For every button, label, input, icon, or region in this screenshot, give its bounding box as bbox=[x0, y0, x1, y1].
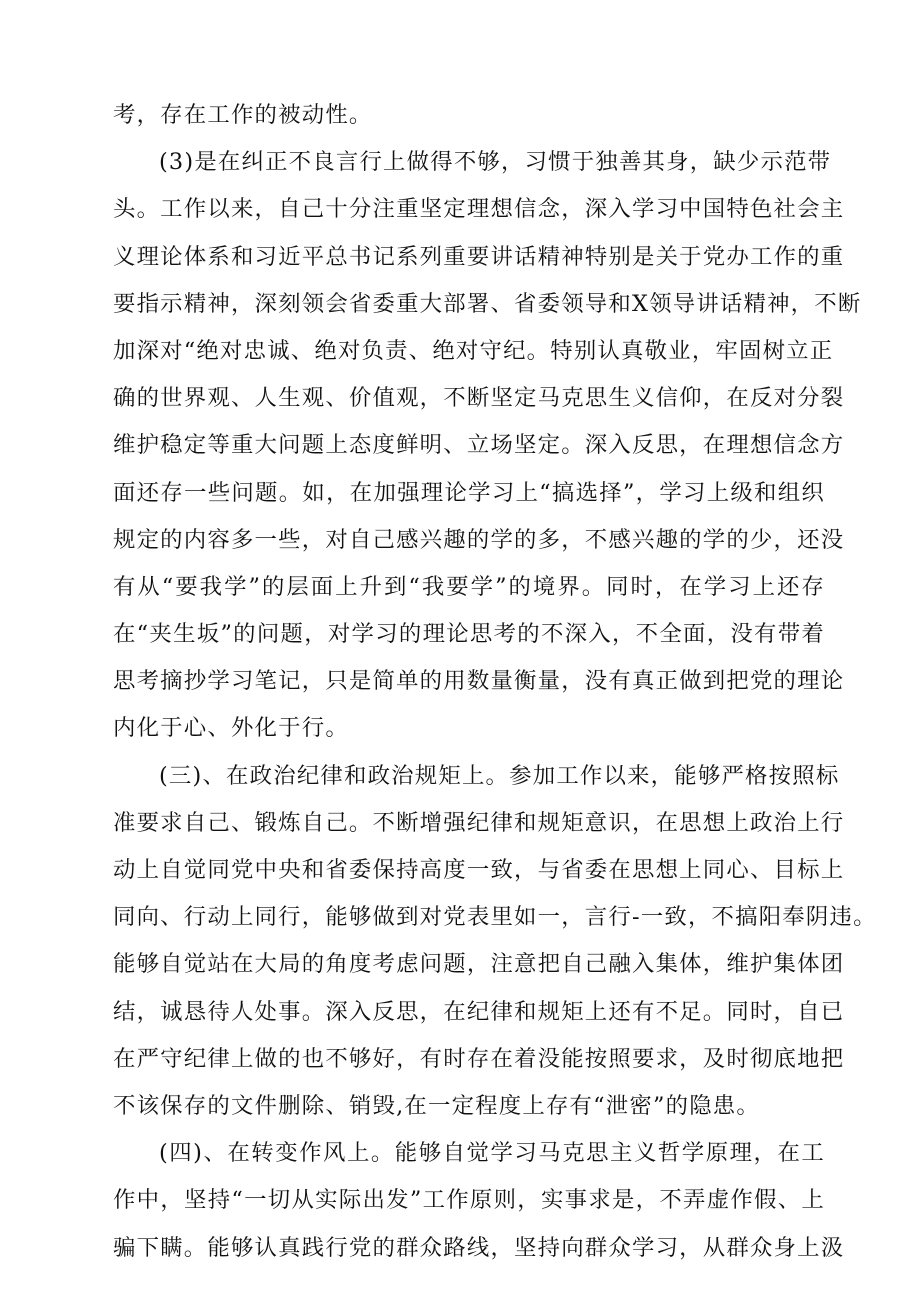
text-line: 不该保存的文件删除、销毁,在一定程度上存有“泄密”的隐患。 bbox=[113, 1092, 760, 1119]
text-line: 维护稳定等重大问题上态度鲜明、立场坚定。深入反思，在理想信念方 bbox=[113, 432, 845, 459]
text-line: 能够自觉站在大局的角度考虑问题，注意把自己融入集体，维护集体团 bbox=[113, 951, 845, 978]
text-line: 内化于心、外化于行。 bbox=[113, 715, 349, 742]
section-heading-line: (四)、在转变作风上。能够自觉学习马克思主义哲学原理，在工 bbox=[159, 1140, 825, 1167]
section-heading-line: (三)、在政治纪律和政治规矩上。参加工作以来，能够严格按照标 bbox=[159, 762, 840, 789]
text-line: 规定的内容多一些，对自己感兴趣的学的多，不感兴趣的学的少，还没 bbox=[113, 526, 845, 553]
text-line: 头。工作以来，自己十分注重坚定理想信念，深入学习中国特色社会主 bbox=[113, 196, 845, 223]
text-line: 在“夹生坂”的问题，对学习的理论思考的不深入，不全面，没有带着 bbox=[113, 621, 825, 648]
text-line: 作中，坚持“一切从实际出发”工作原则，实事求是，不弄虚作假、上 bbox=[113, 1187, 825, 1214]
text-line: 有从“要我学”的层面上升到“我要学”的境界。同时，在学习上还存 bbox=[113, 573, 825, 600]
text-line: 义理论体系和习近平总书记系列重要讲话精神特别是关于党办工作的重 bbox=[113, 243, 845, 270]
text-line: 同向、行动上同行，能够做到对党表里如一，言行-一致，不搞阳奉阴违。 bbox=[113, 904, 877, 931]
text-line: 准要求自己、锻炼自己。不断增强纪律和规矩意识，在思想上政治上行 bbox=[113, 809, 845, 836]
text-line: 考，存在工作的被动性。 bbox=[113, 102, 373, 128]
body-text bbox=[113, 92, 877, 1272]
text-line: 面还存一些问题。如，在加强理论学习上“搞选择”，学习上级和组织 bbox=[113, 479, 825, 506]
text-line: 结，诚恳待人处事。深入反思，在纪律和规矩上还有不足。同时，自已 bbox=[113, 998, 845, 1025]
text-line: 骗下瞒。能够认真践行党的群众路线，坚持向群众学习，从群众身上汲 bbox=[113, 1234, 845, 1261]
paragraph-first-line: (3)是在纠正不良言行上做得不够，习惯于独善其身，缺少示范带 bbox=[159, 149, 832, 176]
text-line: 动上自觉同党中央和省委保持高度一致，与省委在思想上同心、目标上 bbox=[113, 857, 845, 883]
text-line: 加深对“绝对忠诚、绝对负责、绝对守纪。特别认真敬业，牢固树立正 bbox=[113, 337, 834, 364]
text-line: 思考摘抄学习笔记，只是简单的用数量衡量，没有真正做到把党的理论 bbox=[113, 668, 845, 695]
text-line: 在严守纪律上做的也不够好，有时存在着没能按照要求，及时彻底地把 bbox=[113, 1045, 845, 1072]
text-line: 确的世界观、人生观、价值观，不断坚定马克思生义信仰，在反对分裂 bbox=[113, 385, 845, 412]
text-line: 要指示精神，深刻领会省委重大部署、省委领导和X领导讲话精神，不断 bbox=[113, 290, 862, 317]
